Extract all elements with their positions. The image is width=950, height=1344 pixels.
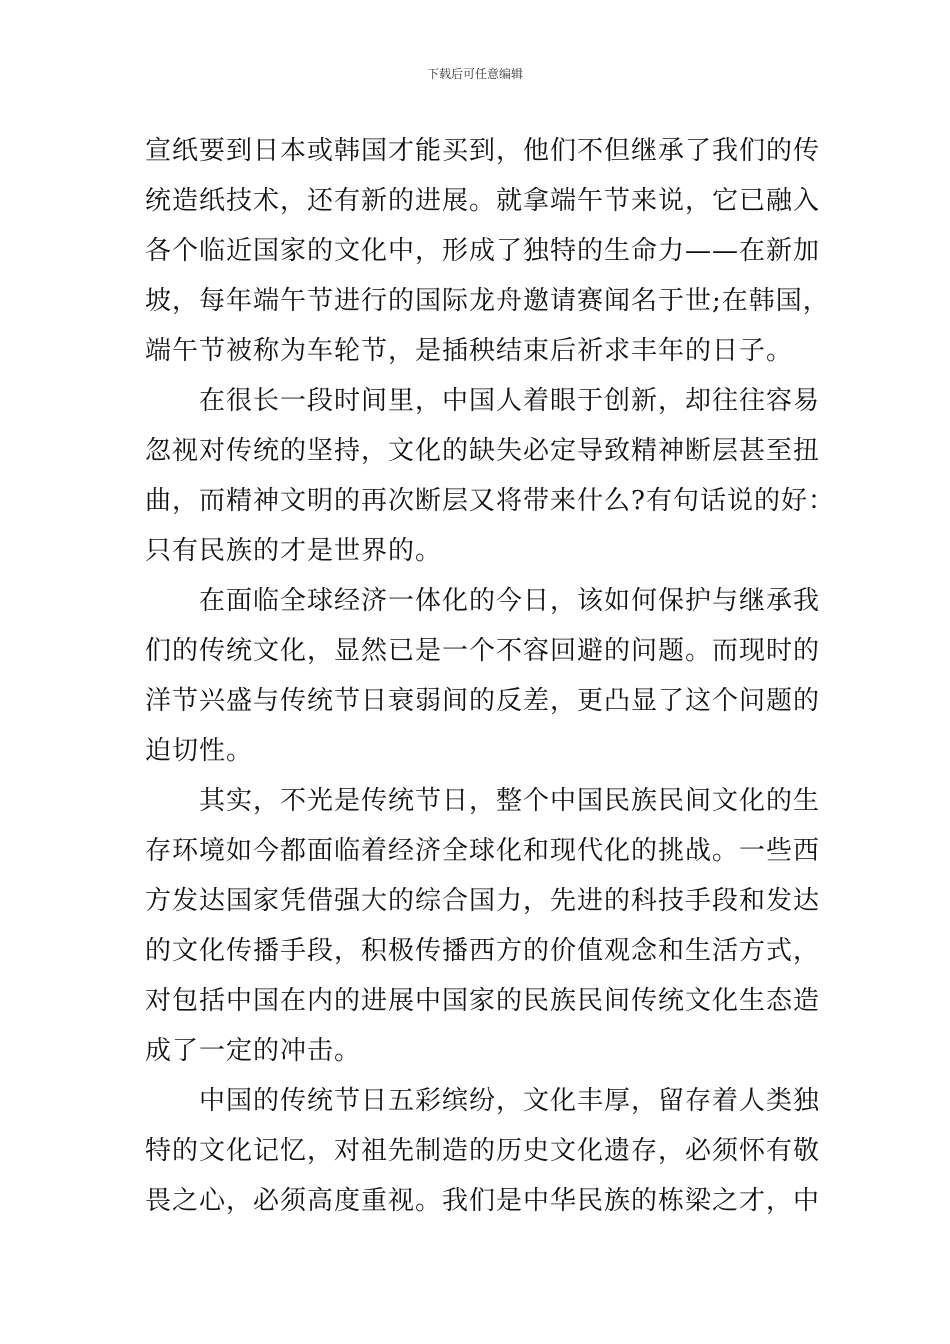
paragraph-2 (145, 376, 835, 576)
page-header: 下载后可任意编辑 (426, 67, 523, 81)
paragraph-4 (145, 776, 821, 1076)
text-line: 端午节被称为车轮节，是插秧结束后祈求丰年的日子。 (145, 336, 794, 366)
text-line: 曲，而精神文明的再次断层又将带来什么?有句话说的好： (145, 486, 835, 516)
text-line: 洋节兴盛与传统节日衰弱间的反差，更凸显了这个问题的 (145, 686, 821, 716)
paragraph-5 (145, 1076, 821, 1226)
text-line: 们的传统文化，显然已是一个不容回避的问题。而现时的 (145, 636, 821, 666)
text-line: 对包括中国在内的进展中国家的民族民间传统文化生态造 (145, 986, 821, 1016)
text-line: 忽视对传统的坚持，文化的缺失必定导致精神断层甚至扭 (145, 436, 821, 466)
text-line: 坡，每年端午节进行的国际龙舟邀请赛闻名于世;在韩国， (145, 286, 830, 316)
text-line: 特的文化记忆，对祖先制造的历史文化遗存，必须怀有敬 (145, 1136, 821, 1166)
text-line: 在很长一段时间里，中国人着眼于创新，却往往容易 (199, 386, 821, 416)
text-line: 在面临全球经济一体化的今日，该如何保护与继承我 (199, 586, 821, 616)
text-line: 各个临近国家的文化中，形成了独特的生命力——在新加 (145, 236, 821, 266)
document-body (145, 126, 835, 1226)
text-line: 中国的传统节日五彩缤纷，文化丰厚，留存着人类独 (199, 1086, 821, 1116)
text-line: 统造纸技术，还有新的进展。就拿端午节来说，它已融入 (145, 186, 821, 216)
text-line: 成了一定的冲击。 (145, 1036, 362, 1066)
text-line: 畏之心，必须高度重视。我们是中华民族的栋梁之才，中 (145, 1186, 821, 1216)
paragraph-3 (145, 576, 821, 776)
text-line: 的文化传播手段，积极传播西方的价值观念和生活方式， (145, 936, 821, 966)
text-line: 其实，不光是传统节日，整个中国民族民间文化的生 (199, 786, 821, 816)
text-line: 方发达国家凭借强大的综合国力，先进的科技手段和发达 (145, 886, 821, 916)
text-line: 迫切性。 (145, 736, 254, 766)
text-line: 存环境如今都面临着经济全球化和现代化的挑战。一些西 (145, 836, 821, 866)
text-line: 宣纸要到日本或韩国才能买到，他们不但继承了我们的传 (145, 136, 821, 166)
text-line: 只有民族的才是世界的。 (145, 536, 443, 566)
paragraph-1 (145, 126, 830, 376)
